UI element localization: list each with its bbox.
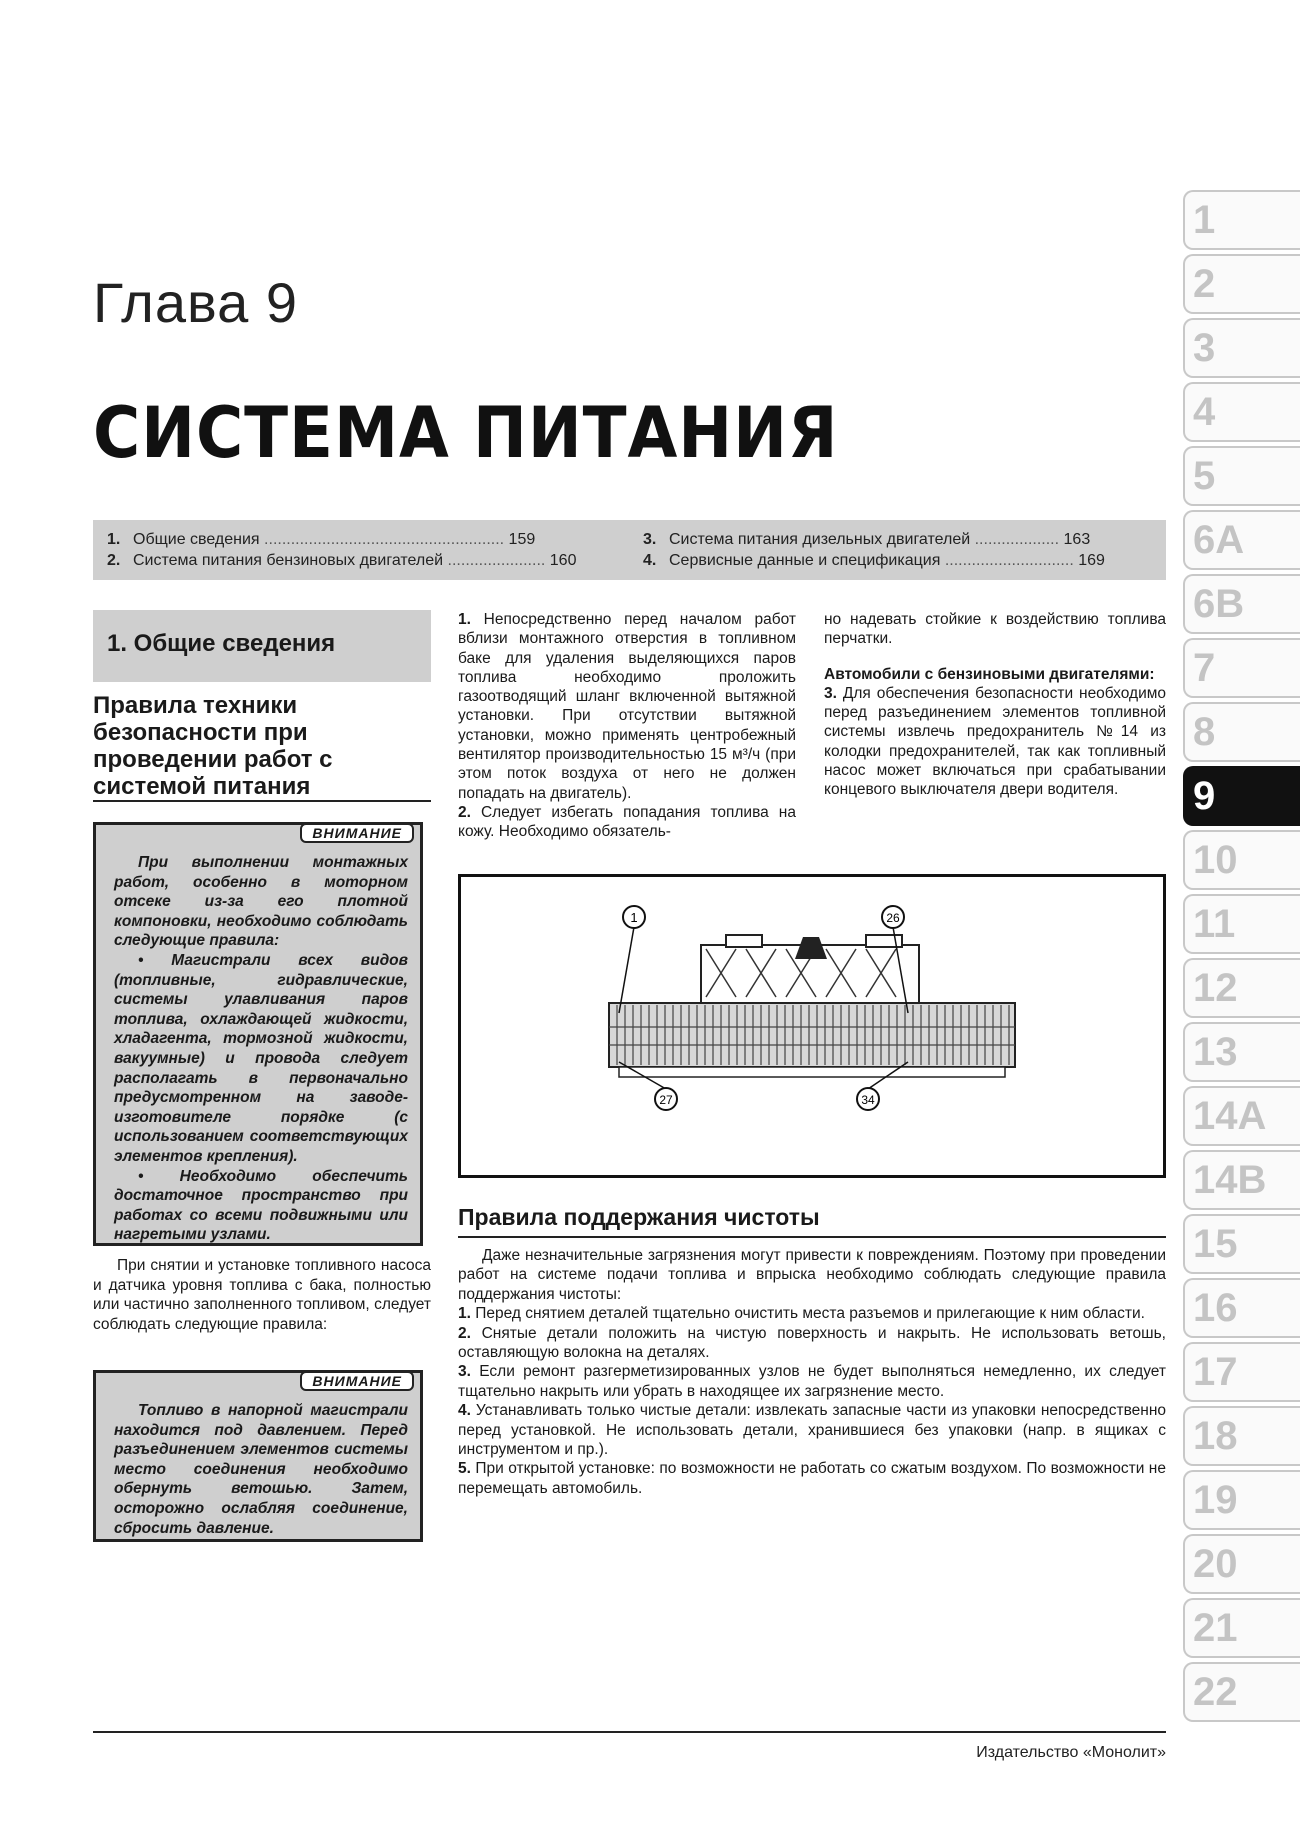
cleanliness-rules bbox=[458, 1246, 1166, 1498]
paragraph: Следует избегать попадания топлива на кожу. Необходимо обязатель- bbox=[458, 803, 796, 841]
chapter-tab-18[interactable]: 18 bbox=[1183, 1406, 1300, 1466]
chapter-tab-10[interactable]: 10 bbox=[1183, 830, 1300, 890]
callout-27 bbox=[655, 1088, 677, 1110]
warning-box bbox=[93, 822, 423, 1246]
callout-1 bbox=[623, 906, 645, 928]
chapter-tab-20[interactable]: 20 bbox=[1183, 1534, 1300, 1594]
subsection-title: Правила поддержания чистоты bbox=[458, 1204, 820, 1230]
svg-text:26: 26 bbox=[886, 911, 900, 925]
item-number: 2. bbox=[458, 803, 471, 821]
connector-diagram bbox=[461, 877, 1163, 1175]
chapter-tab-9[interactable]: 9 bbox=[1183, 766, 1300, 826]
paragraph: Непосредственно перед началом работ вблизи монтажного отверстия в топливном баке для удаления выделяющихся паров топлива необходимо проложить газоотводящий шланг включенной вытяжной установки. При отсутствии вытяжной установки, можно применять центробежный вентилятор производительностью 15 м³/ч (при этом поток воздуха от него не должен попадать на двигатель). bbox=[458, 611, 796, 802]
connector-figure bbox=[458, 874, 1166, 1178]
list-item: 3. Если ремонт разгерметизированных узлов не будет выполняться немедленно, их следует тщательно накрыть или убрать в находящее их загрязнение место. bbox=[458, 1363, 1167, 1400]
chapter-tab-14b[interactable]: 14B bbox=[1183, 1150, 1300, 1210]
chapter-tab-5[interactable]: 5 bbox=[1183, 446, 1300, 506]
page-title: СИСТЕМА ПИТАНИЯ bbox=[93, 392, 839, 474]
table-of-contents bbox=[93, 520, 1166, 580]
svg-text:1: 1 bbox=[630, 910, 638, 925]
text-column-middle bbox=[458, 610, 796, 842]
publisher-name: Издательство «Монолит» bbox=[976, 1744, 1166, 1761]
chapter-tab-16[interactable]: 16 bbox=[1183, 1278, 1300, 1338]
warning-label: ВНИМАНИЕ bbox=[300, 1371, 414, 1391]
toc-item[interactable]: 4. Сервисные данные и спецификация ............................. 169 bbox=[643, 552, 1105, 569]
list-item: 4. Устанавливать только чистые детали: извлекать запасные части из упаковки непосредственно перед установкой. Не использовать детали, хранившиеся без упаковки (напр. в ящиках с инструментом и пр.). bbox=[458, 1402, 1166, 1459]
paragraph: При снятии и установке топливного насоса и датчика уровня топлива с бака, полностью или частично заполненного топливом, следует соблюдать следующие правила: bbox=[93, 1257, 431, 1333]
warning-text: • Магистрали всех видов (топливные, гидравлические, системы улавливания паров топлива, охлаждающей жидкости, хладагента, тормозной жидкости, вакуумные) и провода следует располагать в первоначально предусмотренном на заводе-изготовителе порядке (с использованием соответствующих элементов крепления). bbox=[114, 951, 408, 1165]
warning-text: • Необходимо обеспечить достаточное пространство при работах со всеми подвижными или нагретыми узлами. bbox=[114, 1167, 408, 1244]
chapter-tab-19[interactable]: 19 bbox=[1183, 1470, 1300, 1530]
section-heading-text: 1. Общие сведения bbox=[107, 630, 336, 657]
chapter-tab-22[interactable]: 22 bbox=[1183, 1662, 1300, 1722]
chapter-tab-15[interactable]: 15 bbox=[1183, 1214, 1300, 1274]
connector-housing bbox=[701, 935, 919, 1003]
warning-text: При выполнении монтажных работ, особенно в моторном отсеке из-за его плотной компоновки, необходимо соблюдать следующие правила: bbox=[114, 854, 408, 950]
warning-text: Топливо в напорной магистрали находится под давлением. Перед разъединением элементов системы место соединения необходимо обернуть ветошью. Затем, осторожно ослабляя соединение, сбросить давление. bbox=[114, 1402, 408, 1537]
chapter-number: Глава 9 bbox=[93, 271, 298, 334]
chapter-tab-11[interactable]: 11 bbox=[1183, 894, 1300, 954]
warning-label: ВНИМАНИЕ bbox=[300, 823, 414, 843]
paragraph-heading: Автомобили с бензиновыми двигателями: bbox=[824, 665, 1155, 683]
footer-divider bbox=[93, 1731, 1166, 1733]
connector-pins bbox=[609, 1003, 1015, 1067]
section-heading bbox=[93, 610, 431, 682]
chapter-tab-3[interactable]: 3 bbox=[1183, 318, 1300, 378]
toc-item[interactable]: 1. Общие сведения ...................................................... 159 bbox=[107, 531, 536, 548]
paragraph: Даже незначительные загрязнения могут привести к повреждениям. Поэтому при проведении работ на системе подачи топлива и впрыска необходимо соблюдать следующие правила поддержания чистоты: bbox=[458, 1247, 1166, 1303]
list-item: 2. Снятые детали положить на чистую поверхность и накрыть. Не использовать ветошь, оставляющую волокна на деталях. bbox=[458, 1324, 1166, 1362]
text-column-right bbox=[824, 610, 1166, 800]
chapter-tab-7[interactable]: 7 bbox=[1183, 638, 1300, 698]
chapter-tab-6b[interactable]: 6B bbox=[1183, 574, 1300, 634]
chapter-tab-6a[interactable]: 6A bbox=[1183, 510, 1300, 570]
item-number: 3. bbox=[824, 684, 837, 702]
paragraph: но надевать стойкие к воздействию топлива перчатки. bbox=[824, 611, 1166, 648]
chapter-tab-12[interactable]: 12 bbox=[1183, 958, 1300, 1018]
divider bbox=[458, 1236, 1166, 1238]
toc-item[interactable]: 3. Система питания дизельных двигателей ................... 163 bbox=[643, 531, 1091, 548]
list-item: 1. Перед снятием деталей тщательно очистить места разъемов и прилегающие к ним области. bbox=[458, 1305, 1145, 1323]
subsection-title: Правила техники безопасности при проведении работ с системой питания bbox=[93, 692, 333, 800]
chapter-tab-8[interactable]: 8 bbox=[1183, 702, 1300, 762]
warning-box bbox=[93, 1370, 423, 1542]
toc-item[interactable]: 2. Система питания бензиновых двигателей ...................... 160 bbox=[107, 552, 577, 569]
item-number: 1. bbox=[458, 611, 471, 628]
chapter-tab-13[interactable]: 13 bbox=[1183, 1022, 1300, 1082]
divider bbox=[93, 800, 431, 802]
chapter-tab-2[interactable]: 2 bbox=[1183, 254, 1300, 314]
paragraph: Для обеспечения безопасности необходимо перед разъединением элементов топливной системы извлечь предохранитель №14 из колодки предохранителей, так как топливный насос может включаться при срабатывании концевого выключателя двери водителя. bbox=[824, 684, 1167, 799]
chapter-tab-14a[interactable]: 14A bbox=[1183, 1086, 1300, 1146]
callout-26 bbox=[882, 906, 904, 928]
chapter-tab-21[interactable]: 21 bbox=[1183, 1598, 1300, 1658]
svg-text:27: 27 bbox=[659, 1093, 673, 1107]
list-item: 5. При открытой установке: по возможности не работать со сжатым воздухом. По возможности не перемещать автомобиль. bbox=[458, 1460, 1166, 1497]
svg-text:34: 34 bbox=[861, 1093, 875, 1107]
chapter-tab-17[interactable]: 17 bbox=[1183, 1342, 1300, 1402]
chapter-tab-4[interactable]: 4 bbox=[1183, 382, 1300, 442]
callout-34 bbox=[857, 1088, 879, 1110]
chapter-tab-1[interactable]: 1 bbox=[1183, 190, 1300, 250]
